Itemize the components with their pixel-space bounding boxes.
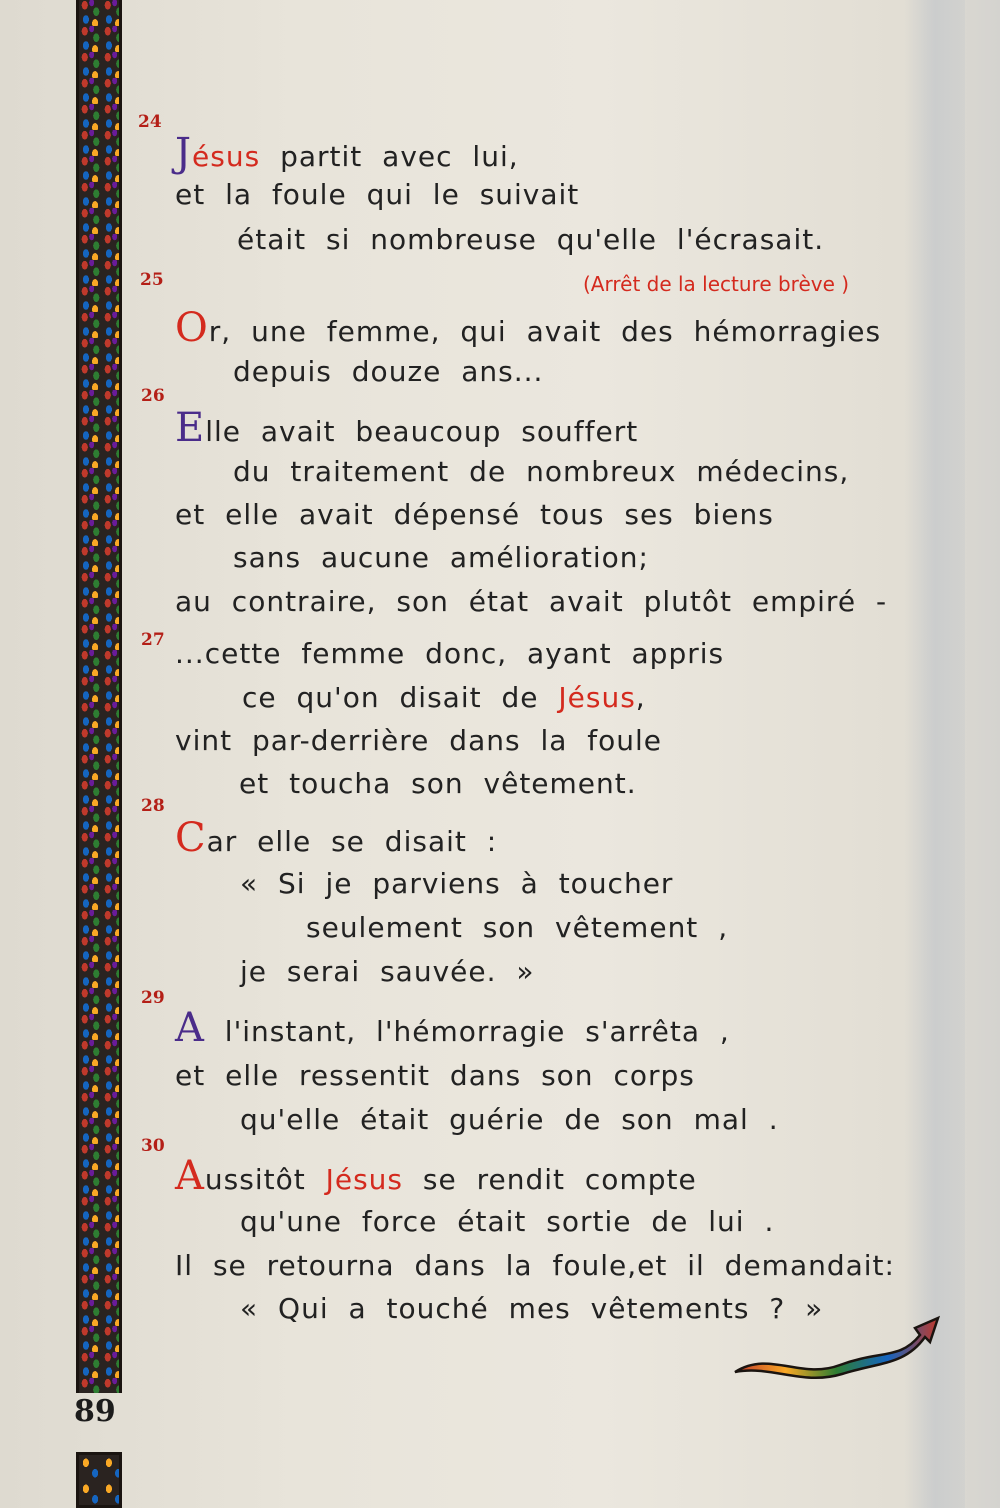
line-text: r, une femme, qui avait des hémorragies xyxy=(208,315,882,348)
verse-line xyxy=(175,1153,697,1199)
mosaic-border-strip xyxy=(76,0,122,1393)
verse-line xyxy=(175,405,638,451)
verse-line: qu'elle était guérie de son mal . xyxy=(240,1103,779,1136)
verse-number: 25 xyxy=(140,270,164,290)
line-text: ussitôt xyxy=(204,1163,326,1196)
verse-line: depuis douze ans... xyxy=(233,355,544,388)
verse-number: 26 xyxy=(141,386,165,406)
drop-initial: E xyxy=(175,405,206,451)
verse-line: vint par-derrière dans la foule xyxy=(175,724,663,757)
verse-number: 24 xyxy=(138,112,162,132)
verse-line xyxy=(175,305,881,351)
verse-line: Il se retourna dans la foule,et il demandait: xyxy=(175,1249,895,1282)
verse-number: 28 xyxy=(141,796,165,816)
verse-line: du traitement de nombreux médecins, xyxy=(233,455,850,488)
drop-initial: A xyxy=(175,1005,205,1051)
drop-initial: C xyxy=(175,815,207,861)
drop-initial: A xyxy=(175,1153,205,1199)
verse-line: et elle avait dépensé tous ses biens xyxy=(175,498,774,531)
verse-line: seulement son vêtement , xyxy=(306,911,729,944)
verse-line: sans aucune amélioration; xyxy=(233,541,649,574)
highlight-name: Jésus xyxy=(325,1163,403,1196)
line-text: partit avec lui, xyxy=(260,140,519,173)
line-text: se rendit compte xyxy=(403,1163,697,1196)
line-text: ar elle se disait : xyxy=(206,825,498,858)
drop-initial: J xyxy=(175,130,193,176)
verse-line xyxy=(175,1005,730,1051)
page-number: 89 xyxy=(74,1394,116,1429)
verse-line xyxy=(242,681,646,714)
verse-line: qu'une force était sortie de lui . xyxy=(240,1205,775,1238)
verse-line: « Qui a touché mes vêtements ? » xyxy=(240,1292,824,1325)
verse-line: ...cette femme donc, ayant appris xyxy=(175,637,725,670)
highlight-name: Jésus xyxy=(558,681,636,714)
line-text: lle avait beaucoup souffert xyxy=(205,415,639,448)
verse-number: 27 xyxy=(141,630,165,650)
drop-initial: O xyxy=(175,305,209,351)
line-text: l'instant, l'hémorragie s'arrêta , xyxy=(204,1015,730,1048)
verse-line: et la foule qui le suivait xyxy=(175,178,580,211)
wavy-arrow-icon xyxy=(730,1310,945,1385)
verse-line xyxy=(175,815,497,861)
verse-line: au contraire, son état avait plutôt empiré - xyxy=(175,585,888,618)
line-text: ce qu'on disait de xyxy=(242,681,559,714)
verse-line: et toucha son vêtement. xyxy=(239,767,637,800)
verse-line: était si nombreuse qu'elle l'écrasait. xyxy=(237,223,825,256)
verse-number: 30 xyxy=(141,1136,165,1156)
verse-line: « Si je parviens à toucher xyxy=(240,867,674,900)
show-through-shadow xyxy=(905,0,965,1508)
verse-line xyxy=(175,130,519,176)
reading-note: (Arrêt de la lecture brève ) xyxy=(583,272,850,296)
mosaic-border-fragment xyxy=(76,1452,122,1508)
verse-number: 29 xyxy=(141,988,165,1008)
highlight-name: ésus xyxy=(192,140,261,173)
verse-line: je serai sauvée. » xyxy=(240,955,535,988)
verse-line: et elle ressentit dans son corps xyxy=(175,1059,695,1092)
line-text: , xyxy=(635,681,646,714)
